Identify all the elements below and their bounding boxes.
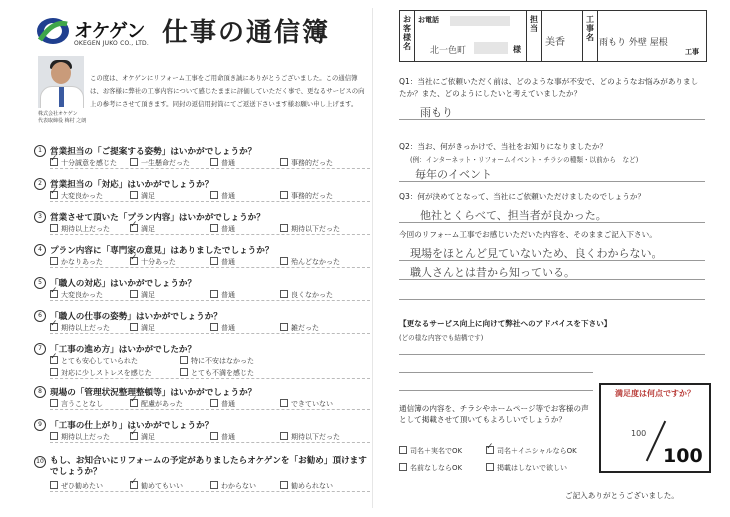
answer-option[interactable] [50, 356, 138, 366]
thanks-text: ご記入ありがとうございました。 [565, 491, 679, 500]
checkbox[interactable] [210, 257, 218, 265]
question-text: プラン内容に「専門家の意見」はありましたでしょうか？ [50, 246, 274, 256]
answer-option-label: 大変良かった [61, 192, 103, 200]
answer-option[interactable] [50, 323, 110, 333]
company-logo [36, 14, 166, 50]
question-number: 4 [34, 244, 46, 256]
checkbox[interactable] [50, 481, 58, 489]
answer-option[interactable] [280, 432, 340, 442]
satisfaction-box [599, 383, 711, 473]
customer-label: お客様名 [403, 15, 411, 51]
logo-mark-icon [36, 16, 70, 46]
question-number: 3 [34, 211, 46, 223]
answer-option[interactable] [280, 257, 340, 267]
answer-option[interactable] [210, 432, 235, 442]
q2-text: Q2：当お、何がきっかけで、当社をお知りになりましたか？ [399, 142, 608, 151]
question-number: 7 [34, 343, 46, 355]
question-number: 2 [34, 178, 46, 190]
answer-option-label: 勧めてもいい [141, 482, 183, 490]
checkbox-checked[interactable] [486, 446, 494, 454]
advice-sub: (どの様な内容でも結構です) [399, 334, 484, 342]
answer-option[interactable] [50, 399, 103, 409]
answer-option[interactable] [50, 432, 110, 442]
answer-option-label: 期待以下だった [291, 225, 340, 233]
q4-answer-line1[interactable]: 現場をほとんど見ていないため、良くわからない。 [410, 247, 663, 260]
answer-option-label: 普通 [221, 192, 235, 200]
redacted-name [474, 42, 508, 54]
kouji-name: 雨もり 外壁 屋根 [599, 38, 668, 48]
checkbox-checked[interactable] [130, 257, 138, 265]
checkbox[interactable] [210, 323, 218, 331]
question-number: 8 [34, 386, 46, 398]
kouji-suffix: 工事 [685, 48, 699, 56]
page-divider [372, 8, 373, 508]
checkbox[interactable] [280, 432, 288, 440]
checkbox[interactable] [210, 224, 218, 232]
checkbox-checked[interactable] [50, 323, 58, 331]
answer-option[interactable] [50, 290, 103, 300]
answer-option-label: 対応に少しストレスを感じた [61, 369, 152, 377]
checkbox[interactable] [210, 432, 218, 440]
answer-option-label: 期待以上だった [61, 433, 110, 441]
checkbox[interactable] [280, 158, 288, 166]
answer-option-label: 十分あった [141, 258, 176, 266]
checkbox[interactable] [280, 323, 288, 331]
question-text: もし、お知合いにリフォームの予定がありましたらオケゲンを「お勧め」頂けますでしょうか？ [50, 456, 367, 477]
answer-option[interactable] [210, 323, 235, 333]
question-text: 「職人の対応」はいかがでしょうか？ [50, 279, 197, 289]
answer-option-label: できていない [291, 400, 333, 408]
checkbox-checked[interactable] [130, 399, 138, 407]
publish-option-3[interactable]: 名前なしならOK [399, 463, 462, 473]
answer-option[interactable] [280, 290, 333, 300]
answer-option-label: 満足 [141, 324, 155, 332]
logo-name: オケゲン [74, 20, 145, 42]
answer-option-label: 期待以上だった [61, 225, 110, 233]
publish-option-4[interactable]: 掲載はしないで欲しい [486, 463, 567, 473]
answer-option[interactable] [210, 224, 235, 234]
checkbox[interactable] [486, 463, 494, 471]
answer-option[interactable] [130, 481, 183, 491]
question-text: 「工事の仕上がり」はいかがでしょうか？ [50, 421, 214, 431]
answer-option[interactable] [130, 191, 155, 201]
answer-options [50, 257, 370, 268]
answer-option[interactable] [210, 257, 235, 267]
checkbox[interactable] [130, 290, 138, 298]
checkbox[interactable] [130, 191, 138, 199]
checkbox[interactable] [50, 432, 58, 440]
answer-option[interactable] [280, 224, 340, 234]
question-number: 9 [34, 419, 46, 431]
answer-options [50, 290, 370, 301]
company-signature [38, 111, 86, 125]
checkbox[interactable] [280, 481, 288, 489]
answer-option[interactable] [130, 290, 155, 300]
answer-option[interactable] [210, 158, 235, 168]
answer-option-label: 普通 [221, 159, 235, 167]
rep-title: 代表取締役 [38, 118, 64, 124]
checkbox[interactable] [210, 399, 218, 407]
answer-option-label: 良くなかった [291, 291, 333, 299]
question-number: 1 [34, 145, 46, 157]
answer-option[interactable] [130, 399, 183, 409]
publish-option-1[interactable]: 司名＋実名でOK [399, 446, 462, 456]
answer-option[interactable] [50, 481, 103, 491]
answer-options [50, 432, 370, 443]
answer-option[interactable] [50, 191, 103, 201]
answer-option-label: 大変良かった [61, 291, 103, 299]
redacted-phone [450, 16, 510, 26]
checkbox[interactable] [50, 224, 58, 232]
company-name-small: 株式会社オケゲン [38, 111, 78, 117]
answer-option[interactable] [210, 399, 235, 409]
checkbox[interactable] [210, 191, 218, 199]
satisfaction-max: 100 [663, 445, 703, 467]
publish-question: 通信簿の内容を、チラシやホームページ等でお客様の声として掲載させて頂いてもよろしいでしょうか？ [399, 404, 589, 424]
advice-title: 【更なるサービス向上に向けて弊社へのアドバイスを下さい】 [399, 319, 612, 328]
phone-label: お電話 [418, 16, 439, 24]
answer-option-label: かなりあった [61, 258, 103, 266]
president-photo [38, 56, 84, 108]
question-number: 10 [34, 456, 46, 468]
checkbox-checked[interactable] [50, 356, 58, 364]
answer-option-label: 特に不安はなかった [191, 357, 254, 365]
answer-option-label: 満足 [141, 291, 155, 299]
logo-subtext: OKEGEN JUKO CO., LTD. [74, 40, 149, 47]
answer-option[interactable] [280, 399, 333, 409]
question-number: 5 [34, 277, 46, 289]
checkbox[interactable] [180, 368, 188, 376]
answer-option-label: 普通 [221, 400, 235, 408]
question-text: 現場の「管理状況整理整頓等」はいかがでしょうか？ [50, 388, 257, 398]
answer-option-label: 期待以上だった [61, 324, 110, 332]
checkbox[interactable] [50, 368, 58, 376]
customer-info-box [399, 10, 707, 62]
checkbox-checked[interactable] [130, 432, 138, 440]
staff-label: 担当 [530, 15, 538, 33]
answer-option-label: 普通 [221, 433, 235, 441]
answer-option[interactable] [50, 158, 117, 168]
q1-text: Q1：当社にご依頼いただく前は、どのような事が不安で、どのようなお悩みがありましたか？また、どのようにしたいと考えていましたか？ [399, 77, 699, 98]
checkbox[interactable] [280, 399, 288, 407]
answer-options [50, 323, 370, 334]
answer-option-label: 満足 [141, 433, 155, 441]
question-text: 営業担当の「ご提案する姿勢」はいかがでしょうか？ [50, 147, 257, 157]
customer-address: 北一色町 [430, 46, 467, 56]
answer-option[interactable] [280, 481, 333, 491]
q3-text: Q3：何が決めてとなって、当社にご依頼いただけましたのでしょうか？ [399, 192, 646, 201]
q2-answer[interactable]: 毎年のイベント [415, 168, 492, 181]
answer-option[interactable] [130, 323, 155, 333]
answer-option[interactable] [50, 224, 110, 234]
checkbox-checked[interactable] [50, 191, 58, 199]
answer-option-label: ぜひ勧めたい [61, 482, 103, 490]
answer-option-label: 勧められない [291, 482, 333, 490]
page-title: 仕事の通信簿 [162, 18, 331, 48]
answer-options [50, 191, 370, 202]
kouji-label: 工事名 [586, 15, 594, 42]
answer-option[interactable] [280, 191, 333, 201]
checkbox[interactable] [130, 323, 138, 331]
answer-options [50, 399, 370, 410]
answer-option-label: 期待以下だった [291, 433, 340, 441]
checkbox[interactable] [130, 158, 138, 166]
question-text: 「職人の仕事の姿勢」はいかがでしょうか？ [50, 312, 222, 322]
answer-options [50, 481, 370, 492]
publish-option-2[interactable]: ✓ 司名＋イニシャルならOK [486, 446, 577, 456]
answer-option[interactable] [210, 191, 235, 201]
answer-option[interactable] [130, 257, 176, 267]
checkbox-checked[interactable] [50, 290, 58, 298]
intro-text: この度は、オケゲンにリフォーム工事をご用命頂き誠にありがとうございました。この通信簿は、お客様に弊社の工事内容について感じたままに評価していただく事で、更なるサービスの向上の参考にさせて頂きます。同封の返信用封筒にてご返送下さいます様お願い申し上げます。 [90, 74, 365, 108]
q1-answer[interactable]: 雨もり [420, 106, 453, 119]
answer-options [50, 158, 370, 169]
answer-option-label: 普通 [221, 324, 235, 332]
rep-name: 梅村 之朗 [64, 118, 87, 124]
answer-option-label: 満足 [141, 192, 155, 200]
checkbox-checked[interactable] [50, 158, 58, 166]
answer-option-label: 普通 [221, 225, 235, 233]
answer-option-label: 配慮があった [141, 400, 183, 408]
satisfaction-score-input[interactable]: 100 [631, 429, 647, 438]
honorific: 様 [513, 45, 521, 54]
q4-text: 今回のリフォーム工事でお感じいただいた内容を、そのままご記入下さい。 [399, 230, 657, 239]
answer-option[interactable] [280, 158, 333, 168]
question-text: 営業させて頂いた「プラン内容」はいかがでしょうか？ [50, 213, 265, 223]
question-text: 営業担当の「対応」はいかがでしょうか？ [50, 180, 214, 190]
question-number: 6 [34, 310, 46, 322]
checkbox[interactable] [280, 224, 288, 232]
answer-option-label: 満足 [141, 225, 155, 233]
answer-option[interactable] [210, 290, 235, 300]
satisfaction-title: 満足度は何点ですか？ [615, 389, 695, 398]
checkbox[interactable] [180, 356, 188, 364]
checkbox[interactable] [210, 290, 218, 298]
answer-option[interactable] [130, 224, 155, 234]
checkbox[interactable] [399, 463, 407, 471]
question-text: 「工事の進め方」はいかがでしたか？ [50, 345, 197, 355]
staff-name: 美香 [545, 37, 565, 48]
checkbox[interactable] [280, 290, 288, 298]
answer-option-label: 一生懸命だった [141, 159, 190, 167]
answer-option[interactable] [50, 257, 103, 267]
q2-sub: (例：インターネット・リフォームイベント・チラシの種類・以前から など) [410, 156, 639, 164]
answer-option[interactable] [210, 481, 256, 491]
answer-option-label: とても不満を感じた [191, 369, 254, 377]
answer-option-label: 十分誠意を感じた [61, 159, 117, 167]
answer-option[interactable] [180, 356, 254, 366]
answer-option[interactable] [130, 158, 190, 168]
answer-option[interactable] [180, 368, 254, 378]
answer-option[interactable] [50, 368, 152, 378]
answer-option-label: 殆んどなかった [291, 258, 340, 266]
answer-option-label: 普通 [221, 291, 235, 299]
answer-option-label: 雑だった [291, 324, 319, 332]
checkbox[interactable] [210, 481, 218, 489]
checkbox[interactable] [50, 257, 58, 265]
answer-option-label: 言うことなし [61, 400, 103, 408]
q3-answer[interactable]: 他社とくらべて、担当者が良かった。 [420, 209, 607, 222]
q4-answer-line2[interactable]: 職人さんとは昔から知っている。 [410, 266, 575, 279]
checkbox[interactable] [50, 399, 58, 407]
answer-option-label: 普通 [221, 258, 235, 266]
answer-options [50, 356, 370, 379]
checkbox[interactable] [280, 257, 288, 265]
checkbox[interactable] [280, 191, 288, 199]
answer-options [50, 224, 370, 235]
answer-option-label: 事務的だった [291, 192, 333, 200]
answer-option-label: わからない [221, 482, 256, 490]
checkbox[interactable] [399, 446, 407, 454]
checkbox-checked[interactable] [130, 224, 138, 232]
answer-option-label: とても安心していられた [61, 357, 138, 365]
checkbox-checked[interactable] [130, 481, 138, 489]
checkbox[interactable] [210, 158, 218, 166]
answer-option[interactable] [280, 323, 319, 333]
answer-option-label: 事務的だった [291, 159, 333, 167]
answer-option[interactable] [130, 432, 155, 442]
